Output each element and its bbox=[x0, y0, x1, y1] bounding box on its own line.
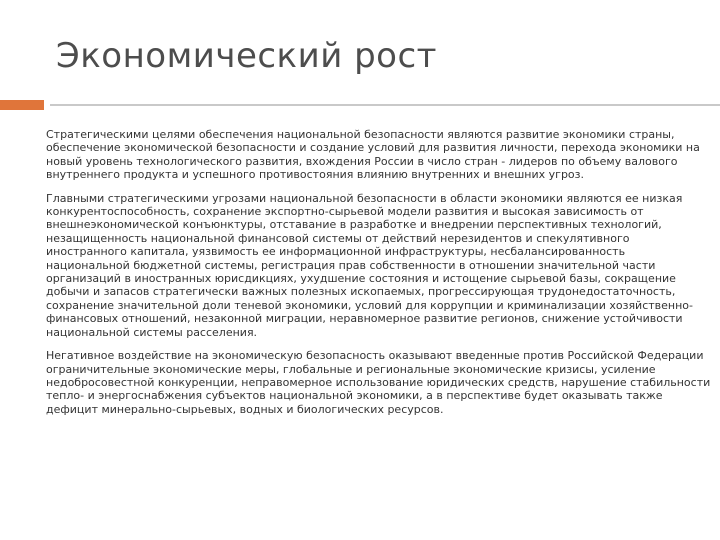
paragraph-threats: Главными стратегическими угрозами национальной безопасности в области экономики являются ее низкая конкурентоспособность, сохранение экспортно-сырьевой модели развития и высокая зависимость от внешнеэкономической конъюнктуры, отставание в разработке и внедрении перспективных технологий, незащищенность национальной финансовой системы от действий нерезидентов и спекулятивного иностранного капитала, уязвимость ее информационной инфраструктуры, несбалансированность национальной бюджетной системы, регистрация прав собственности в отношении значительной части организаций в иностранных юрисдикциях, ухудшение состояния и истощение сырьевой базы, сокращение добычи и запасов стратегически важных полезных ископаемых, прогрессирующая трудонедостаточность, сохранение значительной доли теневой экономики, условий для коррупции и криминализации хозяйственно-финансовых отношений, незаконной миграции, неравномерное развитие регионов, снижение устойчивости национальной системы расселения. bbox=[46, 191, 693, 339]
title-accent-bar bbox=[0, 100, 44, 110]
paragraph-negative-impact: Негативное воздействие на экономическую безопасность оказывают введенные против Российской Федерации ограничительные экономические меры, глобальные и региональные экономические кризисы, усиление недобросовестной конкуренции, неправомерное использование юридических средств, нарушение стабильности тепло- и энергоснабжения субъектов национальной экономики, а в перспективе будет оказывать также дефицит минерально-сырьевых, водных и биологических ресурсов. bbox=[46, 349, 711, 416]
title-divider-line bbox=[50, 104, 720, 106]
slide-body bbox=[46, 128, 712, 426]
paragraph-goals: Стратегическими целями обеспечения национальной безопасности являются развитие экономики страны, обеспечение экономической безопасности и создание условий для развития личности, перехода экономики на новый уровень технологического развития, вхождения России в число стран - лидеров по объему валового внутреннего продукта и успешного противостояния влиянию внутренних и внешних угроз. bbox=[46, 128, 700, 182]
slide-title: Экономический рост bbox=[56, 36, 437, 76]
